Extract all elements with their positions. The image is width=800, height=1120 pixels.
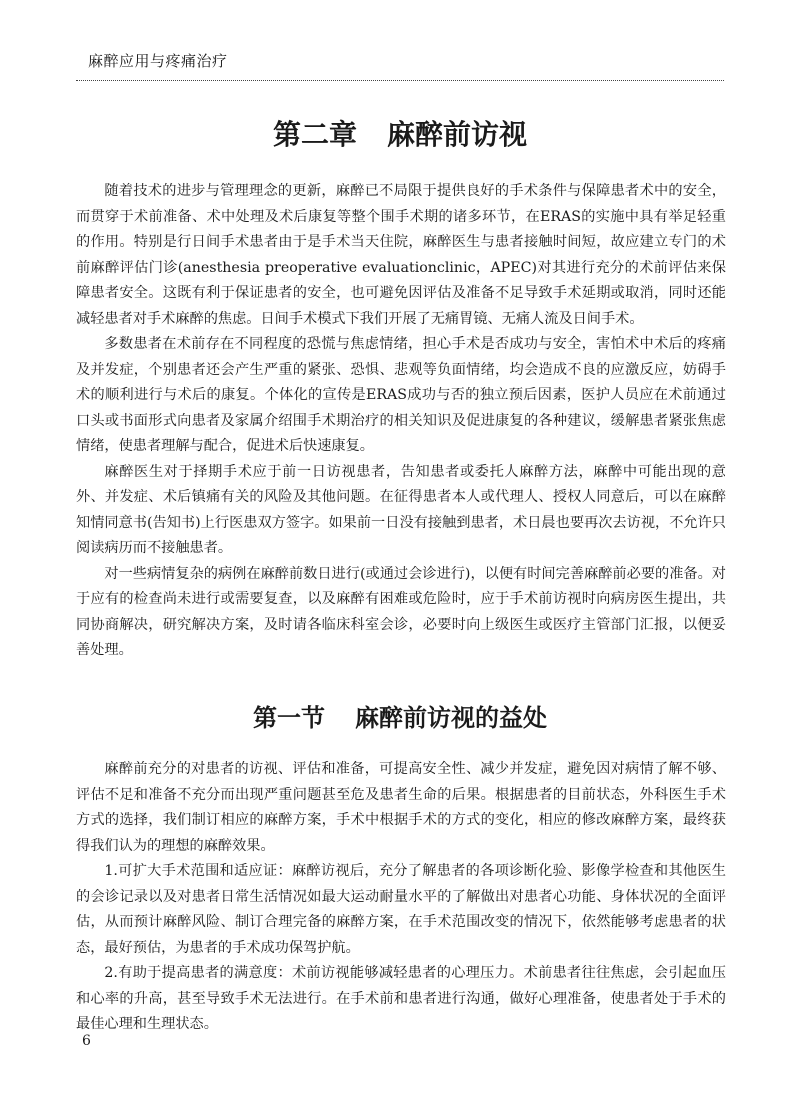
running-header: 麻醉应用与疼痛治疗 bbox=[88, 52, 228, 70]
paragraph: 多数患者在术前存在不同程度的恐慌与焦虑情绪，担心手术是否成功与安全，害怕术中术后的疼痛及并发症，个别患者还会产生严重的紧张、恐惧、悲观等负面情绪，均会造成不良的应激反应，妨碍手术的顺利进行与术后的康复。个体化的宣传是ERAS成功与否的独立预后因素，医护人员应在术前通过口头或书面形式向患者及家属介绍围手术期治疗的相关知识及促进康复的各种建议，缓解患者紧张焦虑情绪，使患者理解与配合，促进术后快速康复。 bbox=[76, 336, 726, 454]
chapter-body bbox=[76, 179, 726, 664]
paragraph: 麻醉前充分的对患者的访视、评估和准备，可提高安全性、减少并发症，避免因对病情了解不够、评估不足和准备不充分而出现严重问题甚至危及患者生命的后果。根据患者的目前状态，外科医生手术方式的选择，我们制订相应的麻醉方案，手术中根据手术的方式的变化，相应的修改麻醉方案，最终获得我们认为的理想的麻醉效果。 bbox=[76, 761, 726, 854]
page-number: 6 bbox=[82, 1033, 91, 1049]
section-body bbox=[76, 757, 726, 1038]
paragraph: 2.有助于提高患者的满意度：术前访视能够减轻患者的心理压力。术前患者往往焦虑，会引起血压和心率的升高，甚至导致手术无法进行。在手术前和患者进行沟通，做好心理准备，使患者处于手术的最佳心理和生理状态。 bbox=[76, 965, 726, 1032]
paragraph: 1.可扩大手术范围和适应证：麻醉访视后，充分了解患者的各项诊断化验、影像学检查和其他医生的会诊记录以及对患者日常生活情况如最大运动耐量水平的了解做出对患者心功能、身体状况的全面评估，从而预计麻醉风险、制订合理完备的麻醉方案，在手术范围改变的情况下，依然能够考虑患者的状态，最好预估，为患者的手术成功保驾护航。 bbox=[76, 863, 726, 956]
paragraph: 麻醉医生对于择期手术应于前一日访视患者，告知患者或委托人麻醉方法，麻醉中可能出现的意外、并发症、术后镇痛有关的风险及其他问题。在征得患者本人或代理人、授权人同意后，可以在麻醉知情同意书(告知书)上行医患双方签字。如果前一日没有接触到患者，术日晨也要再次去访视，不允许只阅读病历而不接触患者。 bbox=[76, 463, 726, 556]
section-number: 第一节 bbox=[253, 703, 325, 732]
header-divider bbox=[76, 80, 724, 81]
section-name: 麻醉前访视的益处 bbox=[355, 703, 547, 732]
chapter-name: 麻醉前访视 bbox=[387, 118, 528, 151]
paragraph: 随着技术的进步与管理理念的更新，麻醉已不局限于提供良好的手术条件与保障患者术中的安全，而贯穿于术前准备、术中处理及术后康复等整个围手术期的诸多环节，在ERAS的实施中具有举足轻重的作用。特别是行日间手术患者由于是手术当天住院，麻醉医生与患者接触时间短，故应建立专门的术前麻醉评估门诊(anesthesia preoperative evaluationclinic，APEC)对其进行充分的术前评估来保障患者安全。这既有利于保证患者的安全，也可避免因评估及准备不足导致手术延期或取消，同时还能减轻患者对手术麻醉的焦虑。日间手术模式下我们开展了无痛胃镜、无痛人流及日间手术。 bbox=[76, 183, 726, 327]
section-title bbox=[0, 698, 800, 733]
chapter-title bbox=[0, 113, 800, 153]
paragraph: 对一些病情复杂的病例在麻醉前数日进行(或通过会诊进行)，以便有时间完善麻醉前必要的准备。对于应有的检查尚未进行或需要复查，以及麻醉有困难或危险时，应于手术前访视时向病房医生提出，共同协商解决，研究解决方案，及时请各临床科室会诊，必要时向上级医生或医疗主管部门汇报，以便妥善处理。 bbox=[76, 565, 726, 658]
chapter-number: 第二章 bbox=[272, 118, 357, 151]
